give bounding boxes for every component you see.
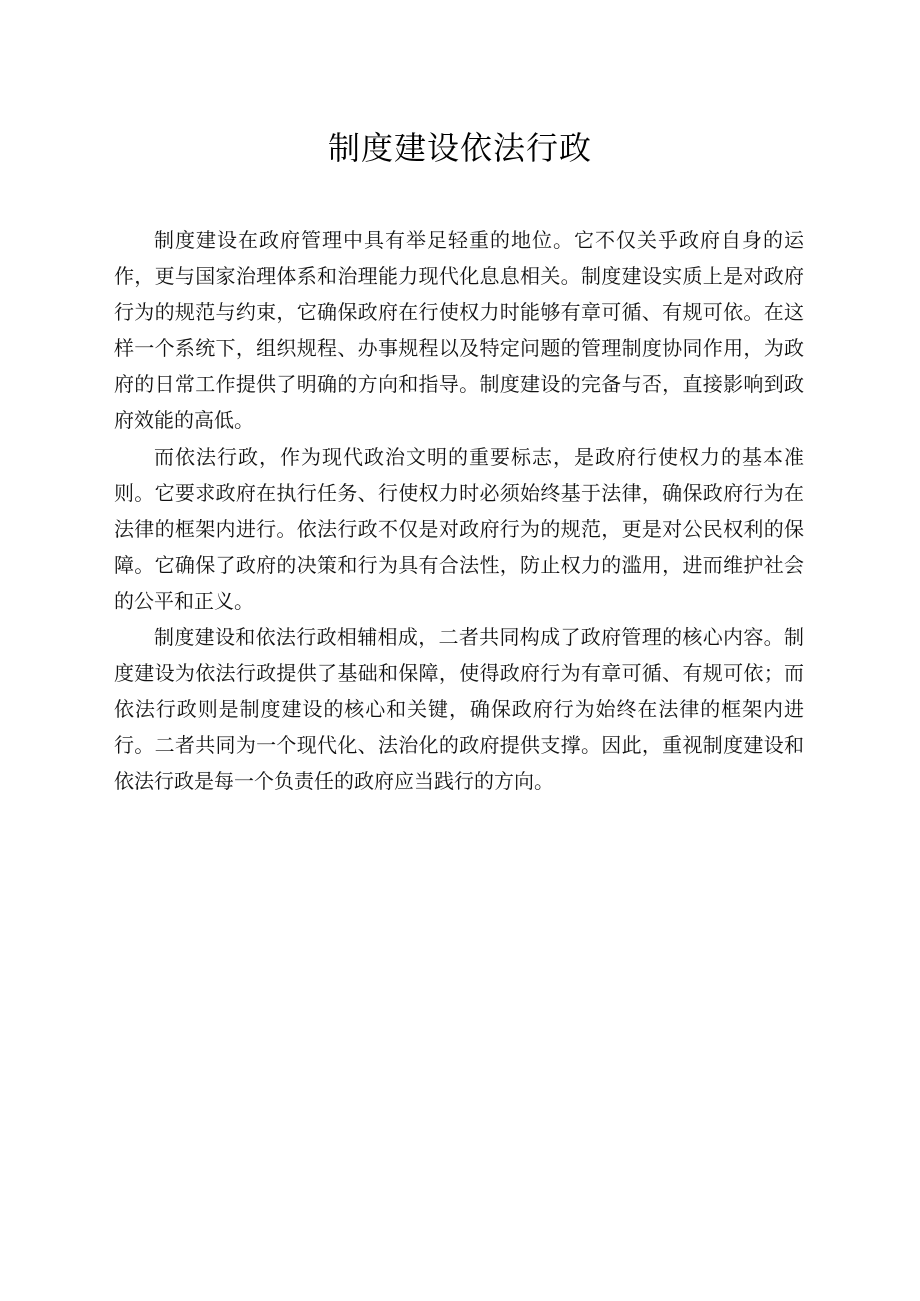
document-body — [114, 222, 804, 800]
paragraph-3: 制度建设和依法行政相辅相成，二者共同构成了政府管理的核心内容。制度建设为依法行政提供了基础和保障，使得政府行为有章可循、有规可依；而依法行政则是制度建设的核心和关键，确保政府行为始终在法律的框架内进行。二者共同为一个现代化、法治化的政府提供支撑。因此，重视制度建设和依法行政是每一个负责任的政府应当践行的方向。 — [114, 625, 804, 794]
paragraph-1: 制度建设在政府管理中具有举足轻重的地位。它不仅关乎政府自身的运作，更与国家治理体系和治理能力现代化息息相关。制度建设实质上是对政府行为的规范与约束，它确保政府在行使权力时能够有章可循、有规可依。在这样一个系统下，组织规程、办事规程以及特定问题的管理制度协同作用，为政府的日常工作提供了明确的方向和指导。制度建设的完备与否，直接影响到政府效能的高低。 — [114, 228, 804, 433]
document-title: 制度建设依法行政 — [327, 129, 592, 167]
paragraph-2: 而依法行政，作为现代政治文明的重要标志，是政府行使权力的基本准则。它要求政府在执行任务、行使权力时必须始终基于法律，确保政府行为在法律的框架内进行。依法行政不仅是对政府行为的规范，更是对公民权利的保障。它确保了政府的决策和行为具有合法性，防止权力的滥用，进而维护社会的公平和正义。 — [114, 444, 804, 613]
